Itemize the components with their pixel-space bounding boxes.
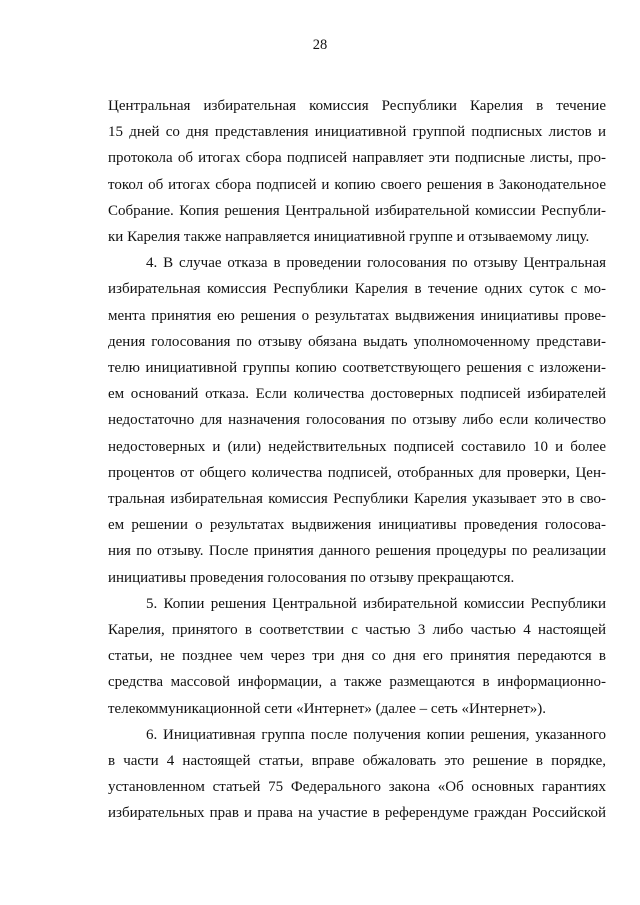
text-line: Собрание. Копия решения Центральной избирательной комиссии Республи- — [108, 202, 606, 219]
text-line: дения голосования по отзыву обязана выдать уполномоченному представи- — [108, 333, 606, 350]
document-body — [108, 93, 606, 827]
text-line: токол об итогах сбора подписей и копию своего решения в Законодательное — [108, 176, 606, 193]
paragraph-6 — [108, 722, 606, 827]
text-line: 4. В случае отказа в проведении голосования по отзыву Центральная — [146, 255, 606, 272]
text-line: установленном статьей 75 Федерального закона «Об основных гарантиях — [108, 779, 606, 796]
text-line: ки Карелия также направляется инициативной группе и отзываемому лицу. — [108, 229, 590, 246]
text-line: тральная избирательная комиссия Республики Карелия указывает это в сво- — [108, 491, 606, 508]
text-line: 5. Копии решения Центральной избирательной комиссии Республики — [146, 595, 606, 612]
page-number: 28 — [312, 37, 328, 53]
text-line: средства массовой информации, а также размещаются в информационно- — [108, 674, 606, 691]
text-line: ем решении о результатах выдвижения инициативы проведения голосова- — [108, 517, 606, 534]
text-line: 6. Инициативная группа после получения копии решения, указанного — [146, 726, 606, 743]
text-line: мента принятия ею решения о результатах выдвижения инициативы прове- — [108, 307, 606, 324]
text-line: статьи, не позднее чем через три дня со дня его принятия передаются в — [108, 648, 606, 665]
paragraph-5 — [108, 591, 606, 722]
text-line: ния по отзыву. После принятия данного решения процедуры по реализации — [108, 543, 606, 560]
text-line: избирательная комиссия Республики Карелия в течение одних суток с мо- — [108, 281, 606, 298]
text-line: протокола об итогах сбора подписей направляет эти подписные листы, про- — [108, 150, 606, 167]
paragraph-4 — [108, 250, 606, 591]
text-line: телю инициативной группы копию соответствующего решения с изложени- — [108, 360, 606, 377]
text-line: процентов от общего количества подписей, отобранных для проверки, Цен- — [108, 464, 606, 481]
paragraph-continued — [108, 93, 606, 250]
text-line: избирательных прав и права на участие в референдуме граждан Российской — [108, 805, 606, 822]
text-line: Карелия, принятого в соответствии с частью 3 либо частью 4 настоящей — [108, 622, 606, 639]
text-line: ем оснований отказа. Если количества достоверных подписей избирателей — [108, 386, 606, 403]
text-line: Центральная избирательная комиссия Республики Карелия в течение — [108, 98, 606, 114]
text-line: в части 4 настоящей статьи, вправе обжаловать это решение в порядке, — [108, 753, 606, 770]
text-line: телекоммуникационной сети «Интернет» (далее – сеть «Интернет»). — [108, 700, 547, 717]
text-line: недостоверных и (или) недействительных подписей составило 10 и более — [108, 438, 606, 455]
text-line: инициативы проведения голосования по отзыву прекращаются. — [108, 569, 515, 586]
text-line: 15 дней со дня представления инициативной группой подписных листов и — [108, 124, 606, 141]
text-line: недостаточно для назначения голосования по отзыву либо если количество — [108, 412, 606, 429]
